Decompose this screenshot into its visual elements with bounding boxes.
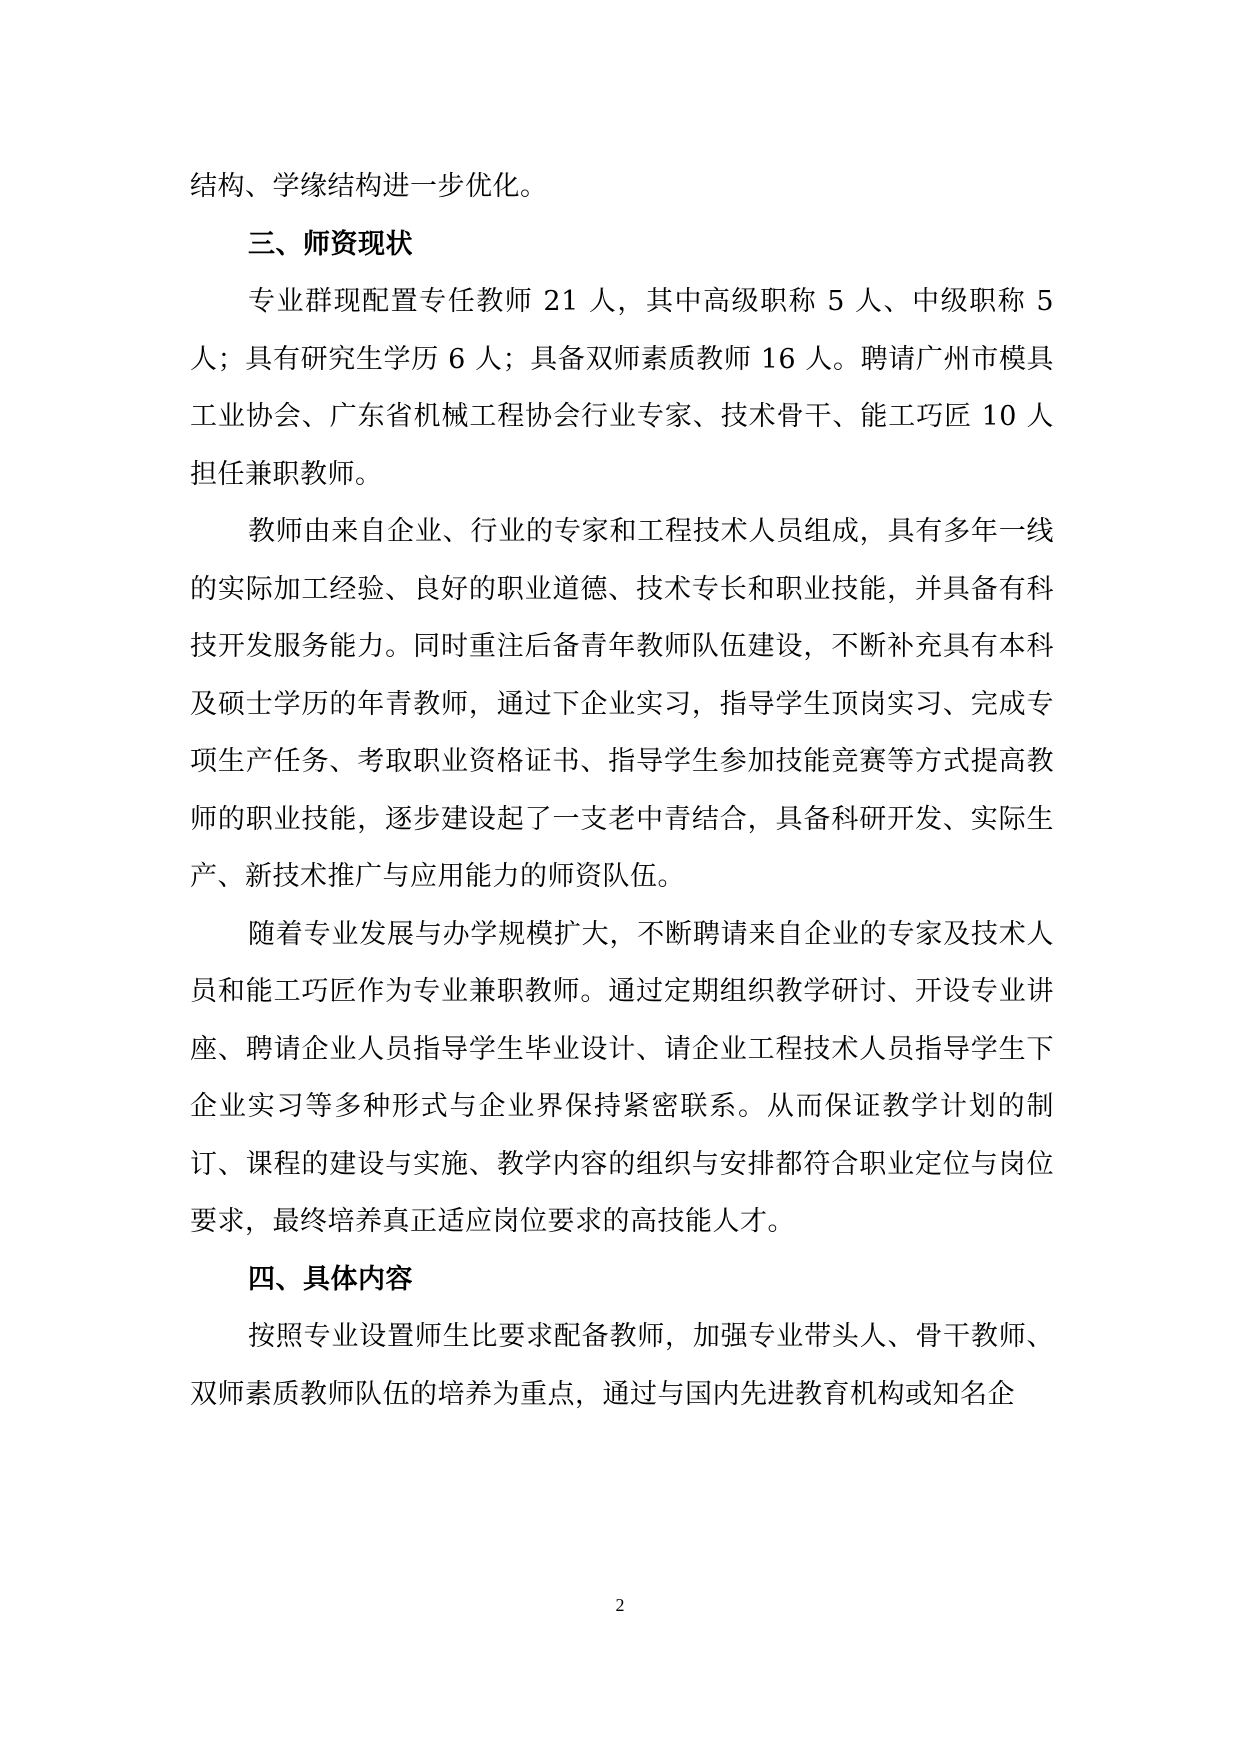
paragraph-continuation: 结构、学缘结构进一步优化。 xyxy=(190,171,548,202)
paragraph-part-time-teachers: 随着专业发展与办学规模扩大，不断聘请来自企业的专家及技术人员和能工巧匠作为专业兼职教师。通过定期组织教学研讨、开设专业讲座、聘请企业人员指导学生毕业设计、请企业工程技术人员指导学生下企业实习等多种形式与企业界保持紧密联系。从而保证教学计划的制订、课程的建设与实施、教学内容的组织与安排都符合职业定位与岗位要求，最终培养真正适应岗位要求的高技能人才。 xyxy=(190,918,1054,1237)
section-heading-faculty-status: 三、师资现状 xyxy=(248,228,413,260)
paragraph-faculty-composition: 教师由来自企业、行业的专家和工程技术人员组成，具有多年一线的实际加工经验、良好的职业道德、技术专长和职业技能，并具备有科技开发服务能力。同时重注后备青年教师队伍建设，不断补充具有本科及硕士学历的年青教师，通过下企业实习，指导学生顶岗实习、完成专项生产任务、考取职业资格证书、指导学生参加技能竞赛等方式提高教师的职业技能，逐步建设起了一支老中青结合，具备科研开发、实际生产、新技术推广与应用能力的师资队伍。 xyxy=(190,516,1054,892)
page-number: 2 xyxy=(615,1595,625,1615)
section-heading-specific-content: 四、具体内容 xyxy=(248,1263,413,1295)
document-body xyxy=(190,158,1054,1423)
paragraph-faculty-numbers: 专业群现配置专任教师 21 人，其中高级职称 5 人、中级职称 5 人；具有研究生学历 6 人；具备双师素质教师 16 人。聘请广州市模具工业协会、广东省机械工程协会行业专家、技术骨干、能工巧匠 10 人担任兼职教师。 xyxy=(190,286,1054,490)
paragraph-staffing-plan: 按照专业设置师生比要求配备教师，加强专业带头人、骨干教师、双师素质教师队伍的培养为重点，通过与国内先进教育机构或知名企 xyxy=(190,1321,1054,1410)
